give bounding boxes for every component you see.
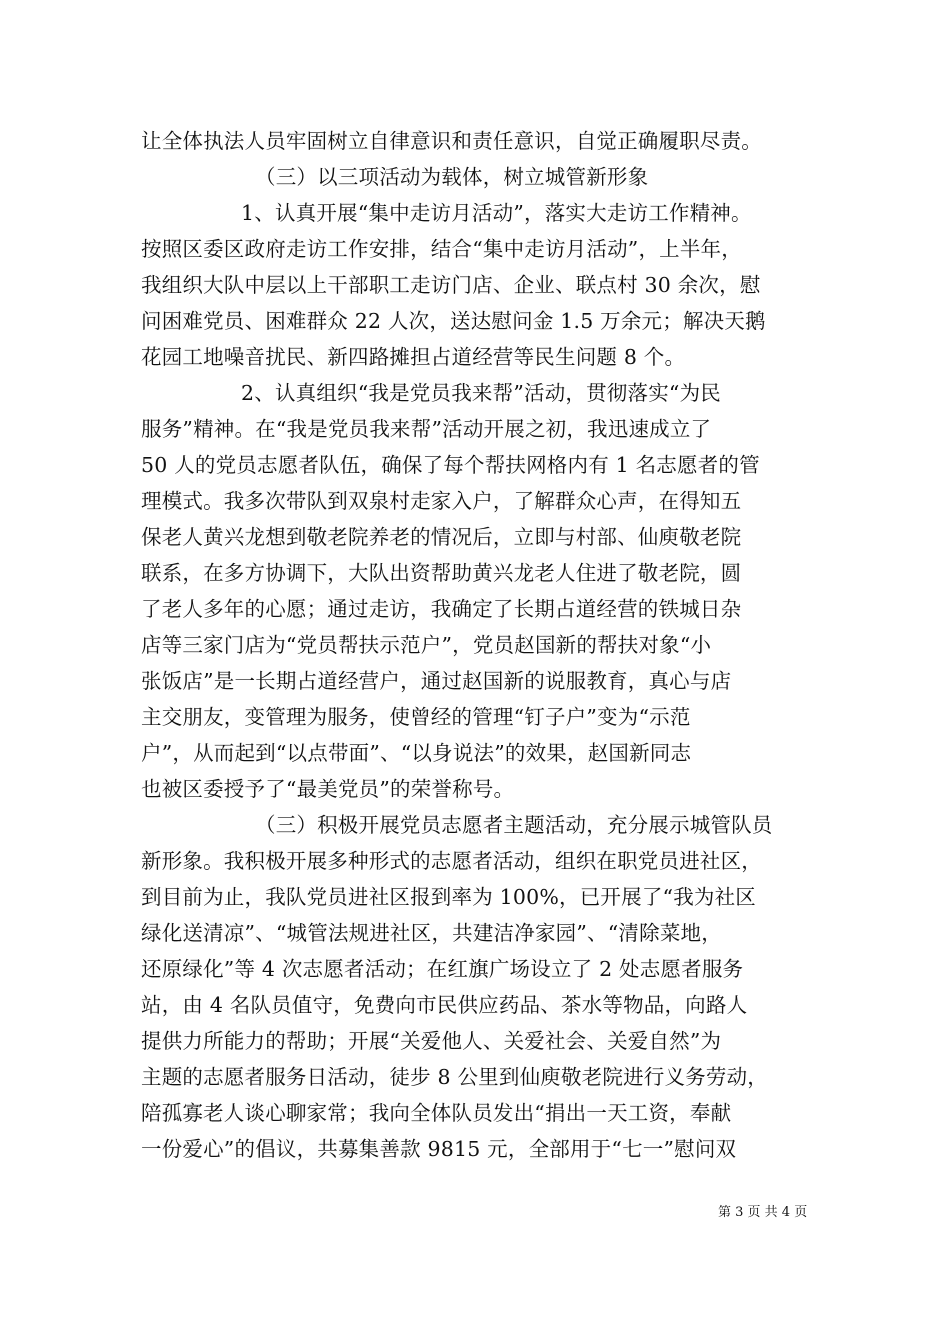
- body-line: 一份爱心”的倡议，共募集善款 9815 元，全部用于“七一”慰问双: [141, 1137, 737, 1161]
- body-line: 联系，在多方协调下，大队出资帮助黄兴龙老人住进了敬老院，圆: [141, 561, 742, 585]
- body-line: 花园工地噪音扰民、新四路摊担占道经营等民生问题 8 个。: [141, 345, 686, 369]
- paragraph-first-line: （三）积极开展党员志愿者主题活动，充分展示城管队员: [255, 813, 773, 837]
- document-body: [141, 123, 817, 1167]
- body-line: 我组织大队中层以上干部职工走访门店、企业、联点村 30 余次，慰: [141, 273, 761, 297]
- body-line: 按照区委区政府走访工作安排，结合“集中走访月活动”，上半年，: [141, 237, 742, 261]
- body-line: 提供力所能力的帮助；开展“关爱他人、关爱社会、关爱自然”为: [141, 1029, 722, 1053]
- body-line: 让全体执法人员牢固树立自律意识和责任意识，自觉正确履职尽责。: [141, 129, 762, 153]
- body-line: 陪孤寡老人谈心聊家常；我向全体队员发出“捐出一天工资，奉献: [141, 1101, 732, 1125]
- body-line: 保老人黄兴龙想到敬老院养老的情况后，立即与村部、仙庾敬老院: [141, 525, 742, 549]
- body-line: 主交朋友，变管理为服务，使曾经的管理“钉子户”变为“示范: [141, 705, 691, 729]
- paragraph-first-line: 2、认真组织“我是党员我来帮”活动，贯彻落实“为民: [241, 381, 721, 405]
- body-line: 新形象。我积极开展多种形式的志愿者活动，组织在职党员进社区，: [141, 849, 762, 873]
- paragraph-first-line: 1、认真开展“集中走访月活动”，落实大走访工作精神。: [241, 201, 752, 225]
- body-line: 服务”精神。在“我是党员我来帮”活动开展之初，我迅速成立了: [141, 417, 712, 441]
- body-line: 主题的志愿者服务日活动，徒步 8 公里到仙庾敬老院进行义务劳动，: [141, 1065, 768, 1089]
- body-line: 张饭店”是一长期占道经营户，通过赵国新的说服教育，真心与店: [141, 669, 732, 693]
- page-number-footer: 第 3 页 共 4 页: [718, 1205, 808, 1220]
- body-line: 问困难党员、困难群众 22 人次，送达慰问金 1.5 万余元；解决天鹅: [141, 309, 766, 333]
- body-line: 也被区委授予了“最美党员”的荣誉称号。: [141, 777, 515, 801]
- body-line: 到目前为止，我队党员进社区报到率为 100%，已开展了“我为社区: [141, 885, 757, 909]
- body-line: 还原绿化”等 4 次志愿者活动；在红旗广场设立了 2 处志愿者服务: [141, 957, 744, 981]
- body-line: 50 人的党员志愿者队伍，确保了每个帮扶网格内有 1 名志愿者的管: [141, 453, 760, 477]
- body-line: 绿化送清凉”、“城管法规进社区，共建洁净家园”、“清除菜地，: [141, 921, 722, 945]
- body-line: 了老人多年的心愿；通过走访，我确定了长期占道经营的铁城日杂: [141, 597, 742, 621]
- body-line: 户”，从而起到“以点带面”、“以身说法”的效果，赵国新同志: [141, 741, 692, 765]
- section-heading: （三）以三项活动为载体，树立城管新形象: [255, 165, 649, 189]
- body-line: 站，由 4 名队员值守，免费向市民供应药品、茶水等物品，向路人: [141, 993, 748, 1017]
- body-line: 店等三家门店为“党员帮扶示范户”，党员赵国新的帮扶对象“小: [141, 633, 712, 657]
- body-line: 理模式。我多次带队到双泉村走家入户，了解群众心声，在得知五: [141, 489, 742, 513]
